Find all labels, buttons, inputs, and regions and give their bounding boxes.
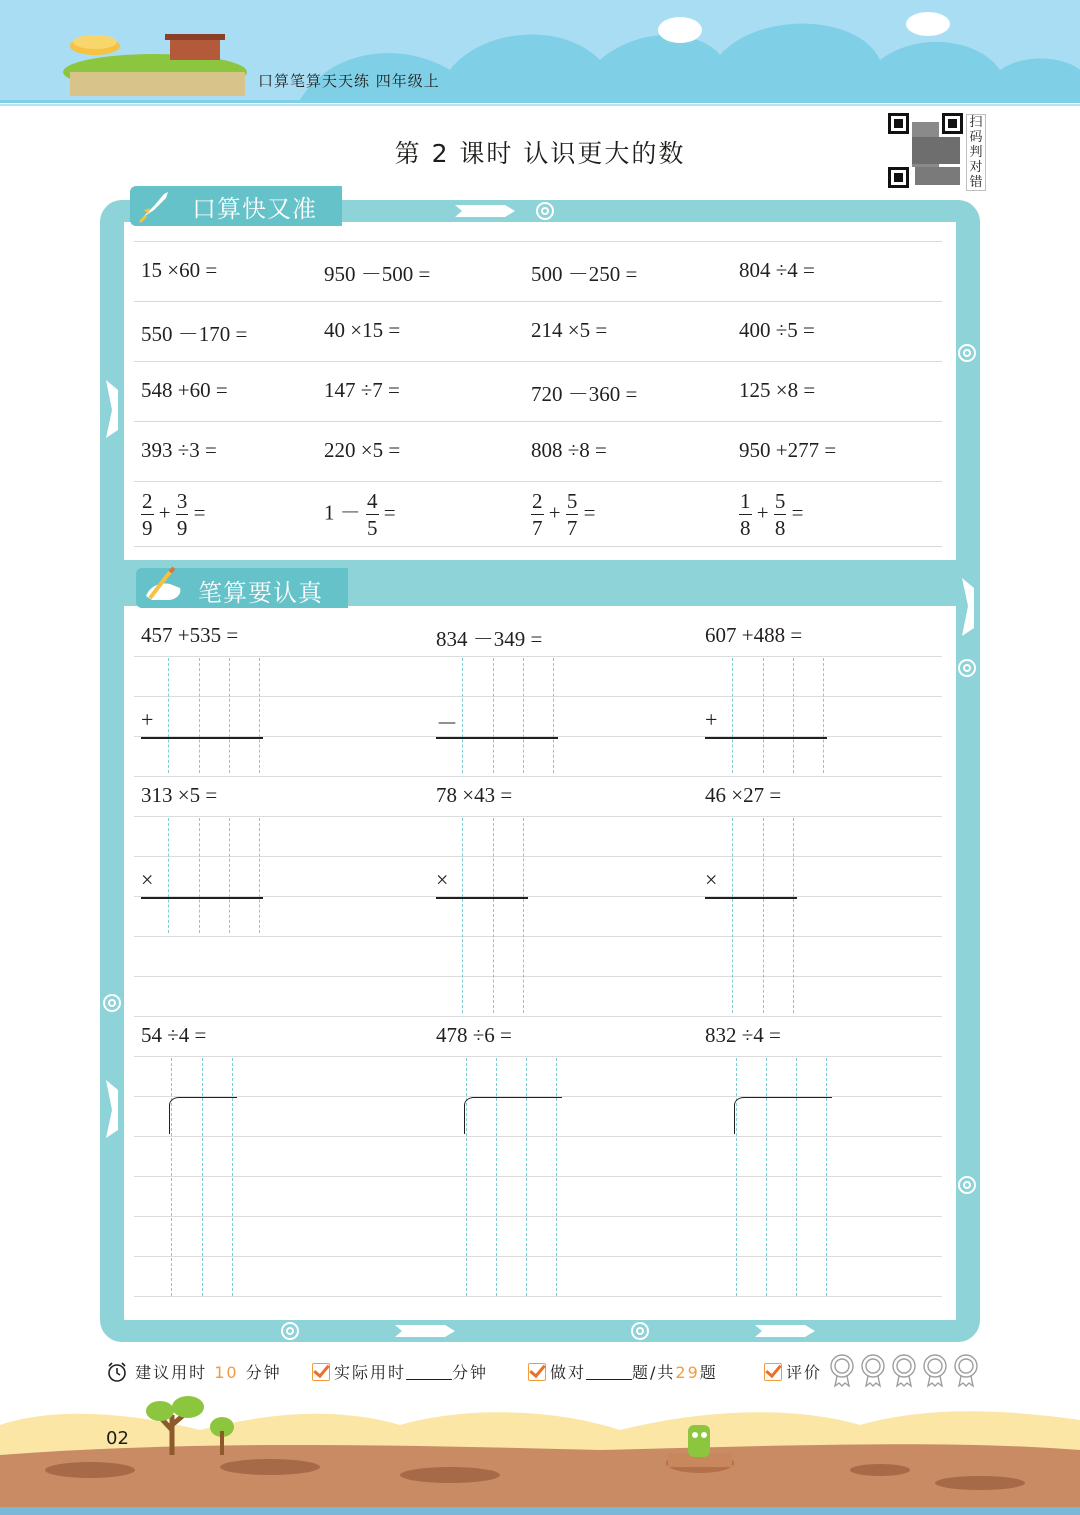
digit-column [496, 1058, 497, 1296]
row-line [134, 546, 942, 547]
oral-problem[interactable]: 500 －250 = [531, 262, 638, 286]
oral-problem[interactable]: 400 ÷5 = [739, 318, 815, 342]
check-icon [312, 1363, 330, 1381]
total-unit: 题 [699, 1363, 718, 1382]
operator-sign: × [436, 867, 449, 892]
qr-label-char: 判 [969, 145, 983, 160]
digit-column [763, 818, 764, 1013]
product-rule [705, 897, 797, 899]
qr-label-char: 码 [969, 130, 983, 145]
digit-column [826, 1058, 827, 1296]
fraction-problem[interactable] [531, 488, 595, 541]
written-problem[interactable]: 457 +535 = [141, 623, 239, 647]
fraction [531, 488, 544, 541]
suggest-label: 建议用时 [135, 1363, 208, 1382]
grid-line [134, 856, 942, 857]
digit-column [202, 1058, 203, 1296]
grid-line [134, 1136, 942, 1137]
digit-column [199, 658, 200, 773]
oral-problem[interactable]: 808 ÷8 = [531, 438, 607, 462]
digit-column [168, 658, 169, 773]
grid-line [134, 1056, 942, 1057]
numerator: 1 [740, 489, 751, 513]
progress-footer [100, 1352, 1000, 1392]
sky-banner [0, 0, 1080, 108]
digit-column [553, 658, 554, 773]
operator: + [158, 500, 171, 525]
fraction [176, 488, 189, 541]
fraction-problem[interactable] [739, 488, 803, 541]
operator-sign: × [705, 867, 718, 892]
written-problem[interactable]: 834 －349 = [436, 627, 543, 651]
sum-rule [141, 737, 263, 739]
oral-problem[interactable]: 393 ÷3 = [141, 438, 217, 462]
long-division-bracket [734, 1097, 832, 1134]
fraction [739, 488, 752, 541]
digit-column [763, 658, 764, 773]
row-line [134, 421, 942, 422]
divider-gap [124, 548, 956, 560]
oral-problem[interactable]: 15 ×60 = [141, 258, 218, 282]
fraction [774, 488, 787, 541]
sum-rule [436, 737, 558, 739]
row-line [134, 361, 942, 362]
product-rule [436, 897, 528, 899]
correct-label: 做对 [550, 1363, 587, 1382]
digit-column [793, 818, 794, 1013]
oral-problem[interactable]: 220 ×5 = [324, 438, 401, 462]
fraction [141, 488, 154, 541]
oral-problem[interactable]: 804 ÷4 = [739, 258, 815, 282]
actual-label: 实际用时 [334, 1363, 407, 1382]
digit-column [493, 658, 494, 773]
medal-icon [831, 1355, 853, 1386]
sum-rule [705, 737, 827, 739]
check-icon [528, 1363, 546, 1381]
numerator: 3 [176, 489, 188, 513]
grid-line [134, 1216, 942, 1217]
digit-column [259, 818, 260, 933]
equals-sign: = [193, 500, 206, 525]
written-problem[interactable]: 478 ÷6 = [436, 1023, 512, 1047]
row-line [134, 481, 942, 482]
oral-problem[interactable]: 214 ×5 = [531, 318, 608, 342]
digit-column [523, 658, 524, 773]
oral-problem[interactable]: 125 ×8 = [739, 378, 816, 402]
denominator: 9 [142, 516, 153, 540]
score [528, 1360, 718, 1383]
row-line [134, 301, 942, 302]
oral-problem[interactable]: 147 ÷7 = [324, 378, 400, 402]
actual-time [312, 1360, 488, 1383]
qr-code-icon[interactable] [888, 113, 963, 188]
denominator: 7 [566, 516, 578, 540]
check-icon [764, 1363, 782, 1381]
rating-label: 评价 [786, 1363, 823, 1382]
digit-column [766, 1058, 767, 1296]
page-number: 02 [106, 1428, 129, 1449]
operator-sign: + [705, 707, 718, 732]
denominator: 8 [774, 516, 786, 540]
digit-column [171, 1058, 172, 1296]
fraction [566, 488, 579, 541]
digit-column [523, 818, 524, 1013]
total-label: 题/共 [632, 1363, 676, 1382]
medal-icon [924, 1355, 946, 1386]
oral-problem[interactable]: 40 ×15 = [324, 318, 401, 342]
grid-line [134, 936, 942, 937]
written-problem[interactable]: 607 +488 = [705, 623, 803, 647]
medal-icon [862, 1355, 884, 1386]
digit-column [168, 818, 169, 933]
digit-column [796, 1058, 797, 1296]
qr-label-char: 错 [969, 175, 983, 190]
operator-sign: + [141, 707, 154, 732]
lesson-title: 第 2 课时 认识更大的数 [394, 139, 686, 168]
oral-problem[interactable]: 950 +277 = [739, 438, 837, 462]
numerator: 2 [142, 489, 153, 513]
actual-unit: 分钟 [452, 1363, 489, 1382]
alarm-clock-icon [106, 1361, 128, 1383]
correct-count-blank[interactable] [586, 1363, 632, 1380]
written-problem[interactable]: 832 ÷4 = [705, 1023, 781, 1047]
grid-line [134, 976, 942, 977]
grid-line [134, 816, 942, 817]
digit-column [732, 818, 733, 1013]
grid-line [134, 776, 942, 777]
grid-line [134, 1176, 942, 1177]
digit-column [462, 818, 463, 1013]
grid-line [134, 1016, 942, 1017]
written-problem[interactable]: 54 ÷4 = [141, 1023, 207, 1047]
qr-label [966, 114, 986, 191]
written-problem[interactable]: 313 ×5 = [141, 783, 218, 807]
writing-hand-icon [140, 566, 186, 606]
oral-problem[interactable]: 550 －170 = [141, 322, 248, 346]
rocket-icon [136, 188, 176, 224]
digit-column [736, 1058, 737, 1296]
operator: + [756, 500, 769, 525]
medal-icon [955, 1355, 977, 1386]
digit-column [466, 1058, 467, 1296]
numerator: 5 [774, 489, 786, 513]
oral-problem[interactable]: 548 +60 = [141, 378, 228, 402]
oral-problem[interactable]: 720 －360 = [531, 382, 638, 406]
fraction [366, 488, 379, 541]
qr-label-char: 对 [969, 160, 983, 175]
denominator: 5 [367, 516, 378, 540]
suggest-value: 10 [214, 1363, 239, 1382]
digit-column [259, 658, 260, 773]
written-section-title: 笔算要认真 [198, 579, 323, 607]
page-header [0, 0, 1080, 108]
equals-sign: = [383, 500, 396, 525]
actual-time-blank[interactable] [406, 1363, 452, 1380]
equals-sign: = [791, 500, 804, 525]
digit-column [556, 1058, 557, 1296]
written-problem[interactable]: 78 ×43 = [436, 783, 513, 807]
digit-column [793, 658, 794, 773]
long-division-bracket [464, 1097, 562, 1134]
rating [764, 1360, 822, 1383]
operator-sign: － [436, 711, 459, 736]
denominator: 7 [532, 516, 543, 540]
equals-sign: = [583, 500, 596, 525]
digit-column [493, 818, 494, 1013]
ground-landscape [0, 1395, 1080, 1515]
denominator: 8 [740, 516, 751, 540]
digit-column [823, 658, 824, 773]
whole-number: 1 [324, 500, 335, 525]
written-problem[interactable]: 46 ×27 = [705, 783, 782, 807]
digit-column [526, 1058, 527, 1296]
long-division-bracket [169, 1097, 237, 1134]
digit-column [462, 658, 463, 773]
grid-line [134, 1296, 942, 1297]
qr-label-char: 扫 [969, 115, 983, 130]
fraction-problem[interactable] [141, 488, 205, 541]
fraction-problem[interactable] [324, 488, 396, 541]
grid-line [134, 696, 942, 697]
operator: + [548, 500, 561, 525]
row-line [134, 241, 942, 242]
operator-sign: × [141, 867, 154, 892]
numerator: 4 [367, 489, 378, 513]
operator: － [339, 500, 361, 525]
numerator: 5 [566, 489, 578, 513]
grid-line [134, 1256, 942, 1257]
suggest-unit: 分钟 [245, 1363, 282, 1382]
digit-column [199, 818, 200, 933]
oral-section-title: 口算快又准 [192, 195, 317, 223]
digit-column [232, 1058, 233, 1296]
product-rule [141, 897, 263, 899]
numerator: 2 [532, 489, 543, 513]
digit-column [229, 818, 230, 933]
total-value: 29 [675, 1363, 700, 1382]
digit-column [229, 658, 230, 773]
book-title: 口算笔算天天练 四年级上 [258, 72, 440, 90]
denominator: 9 [176, 516, 188, 540]
oral-problem[interactable]: 950 －500 = [324, 262, 431, 286]
rating-medals[interactable] [828, 1352, 988, 1388]
medal-icon [893, 1355, 915, 1386]
suggested-time [106, 1360, 282, 1383]
grid-line [134, 656, 942, 657]
digit-column [732, 658, 733, 773]
